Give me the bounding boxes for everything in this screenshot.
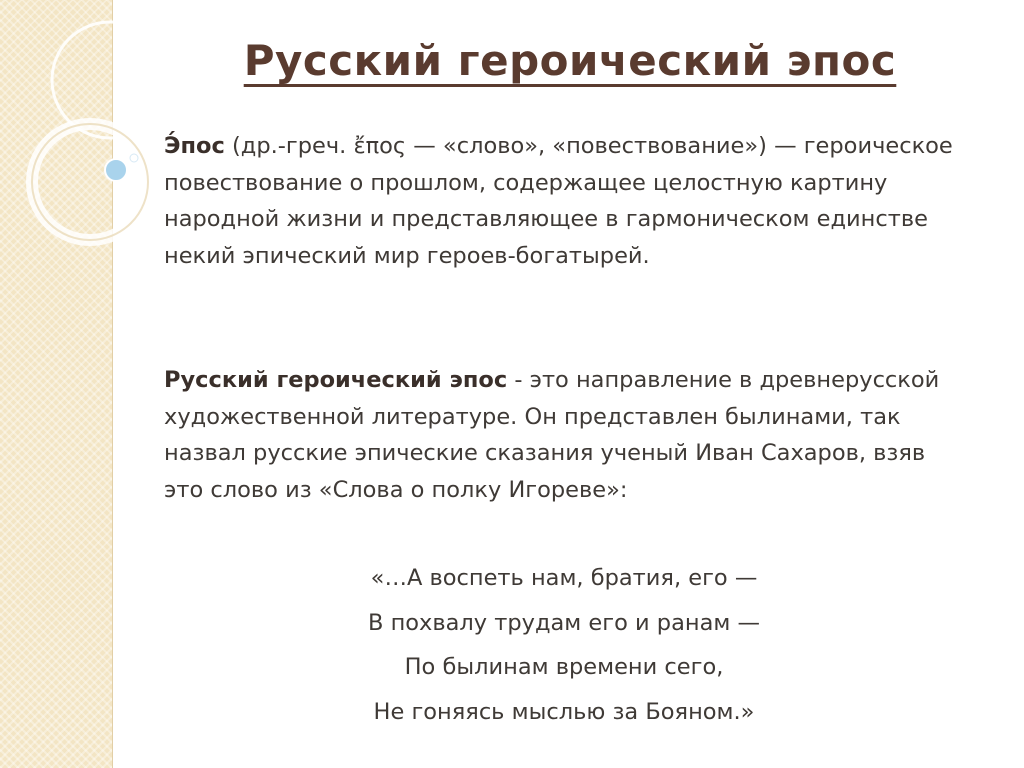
page-title-text: Русский героический эпос <box>243 36 897 85</box>
definition-term: Э́пос <box>164 133 225 159</box>
poem-quote <box>164 556 964 734</box>
poem-line: По былинам времени сего, <box>404 654 724 680</box>
bead-icon <box>105 159 127 181</box>
poem-line: «…А воспеть нам, братия, его — <box>370 565 758 591</box>
poem-line: В похвалу трудам его и ранам — <box>367 609 760 636</box>
description-term: Русский героический эпос <box>164 367 508 393</box>
description-paragraph <box>164 362 964 508</box>
description-text: - это направление в древнерусской художественной литературе. Он представлен былинами, так назвал русские эпические сказания ученый Иван Сахаров, взяв это слово из «Слова о полку Игореве»: <box>164 367 940 503</box>
definition-paragraph <box>164 128 964 274</box>
definition-text: (др.-греч. ἔπος — «слово», «повествование») — героическое повествование о прошлом, содержащее целостную картину народной жизни и представляющее в гармоническом единстве некий эпический мир героев-богатырей. <box>164 133 953 269</box>
poem-line: Не гоняясь мыслью за Бояном.» <box>373 698 755 725</box>
page-title <box>160 36 980 85</box>
